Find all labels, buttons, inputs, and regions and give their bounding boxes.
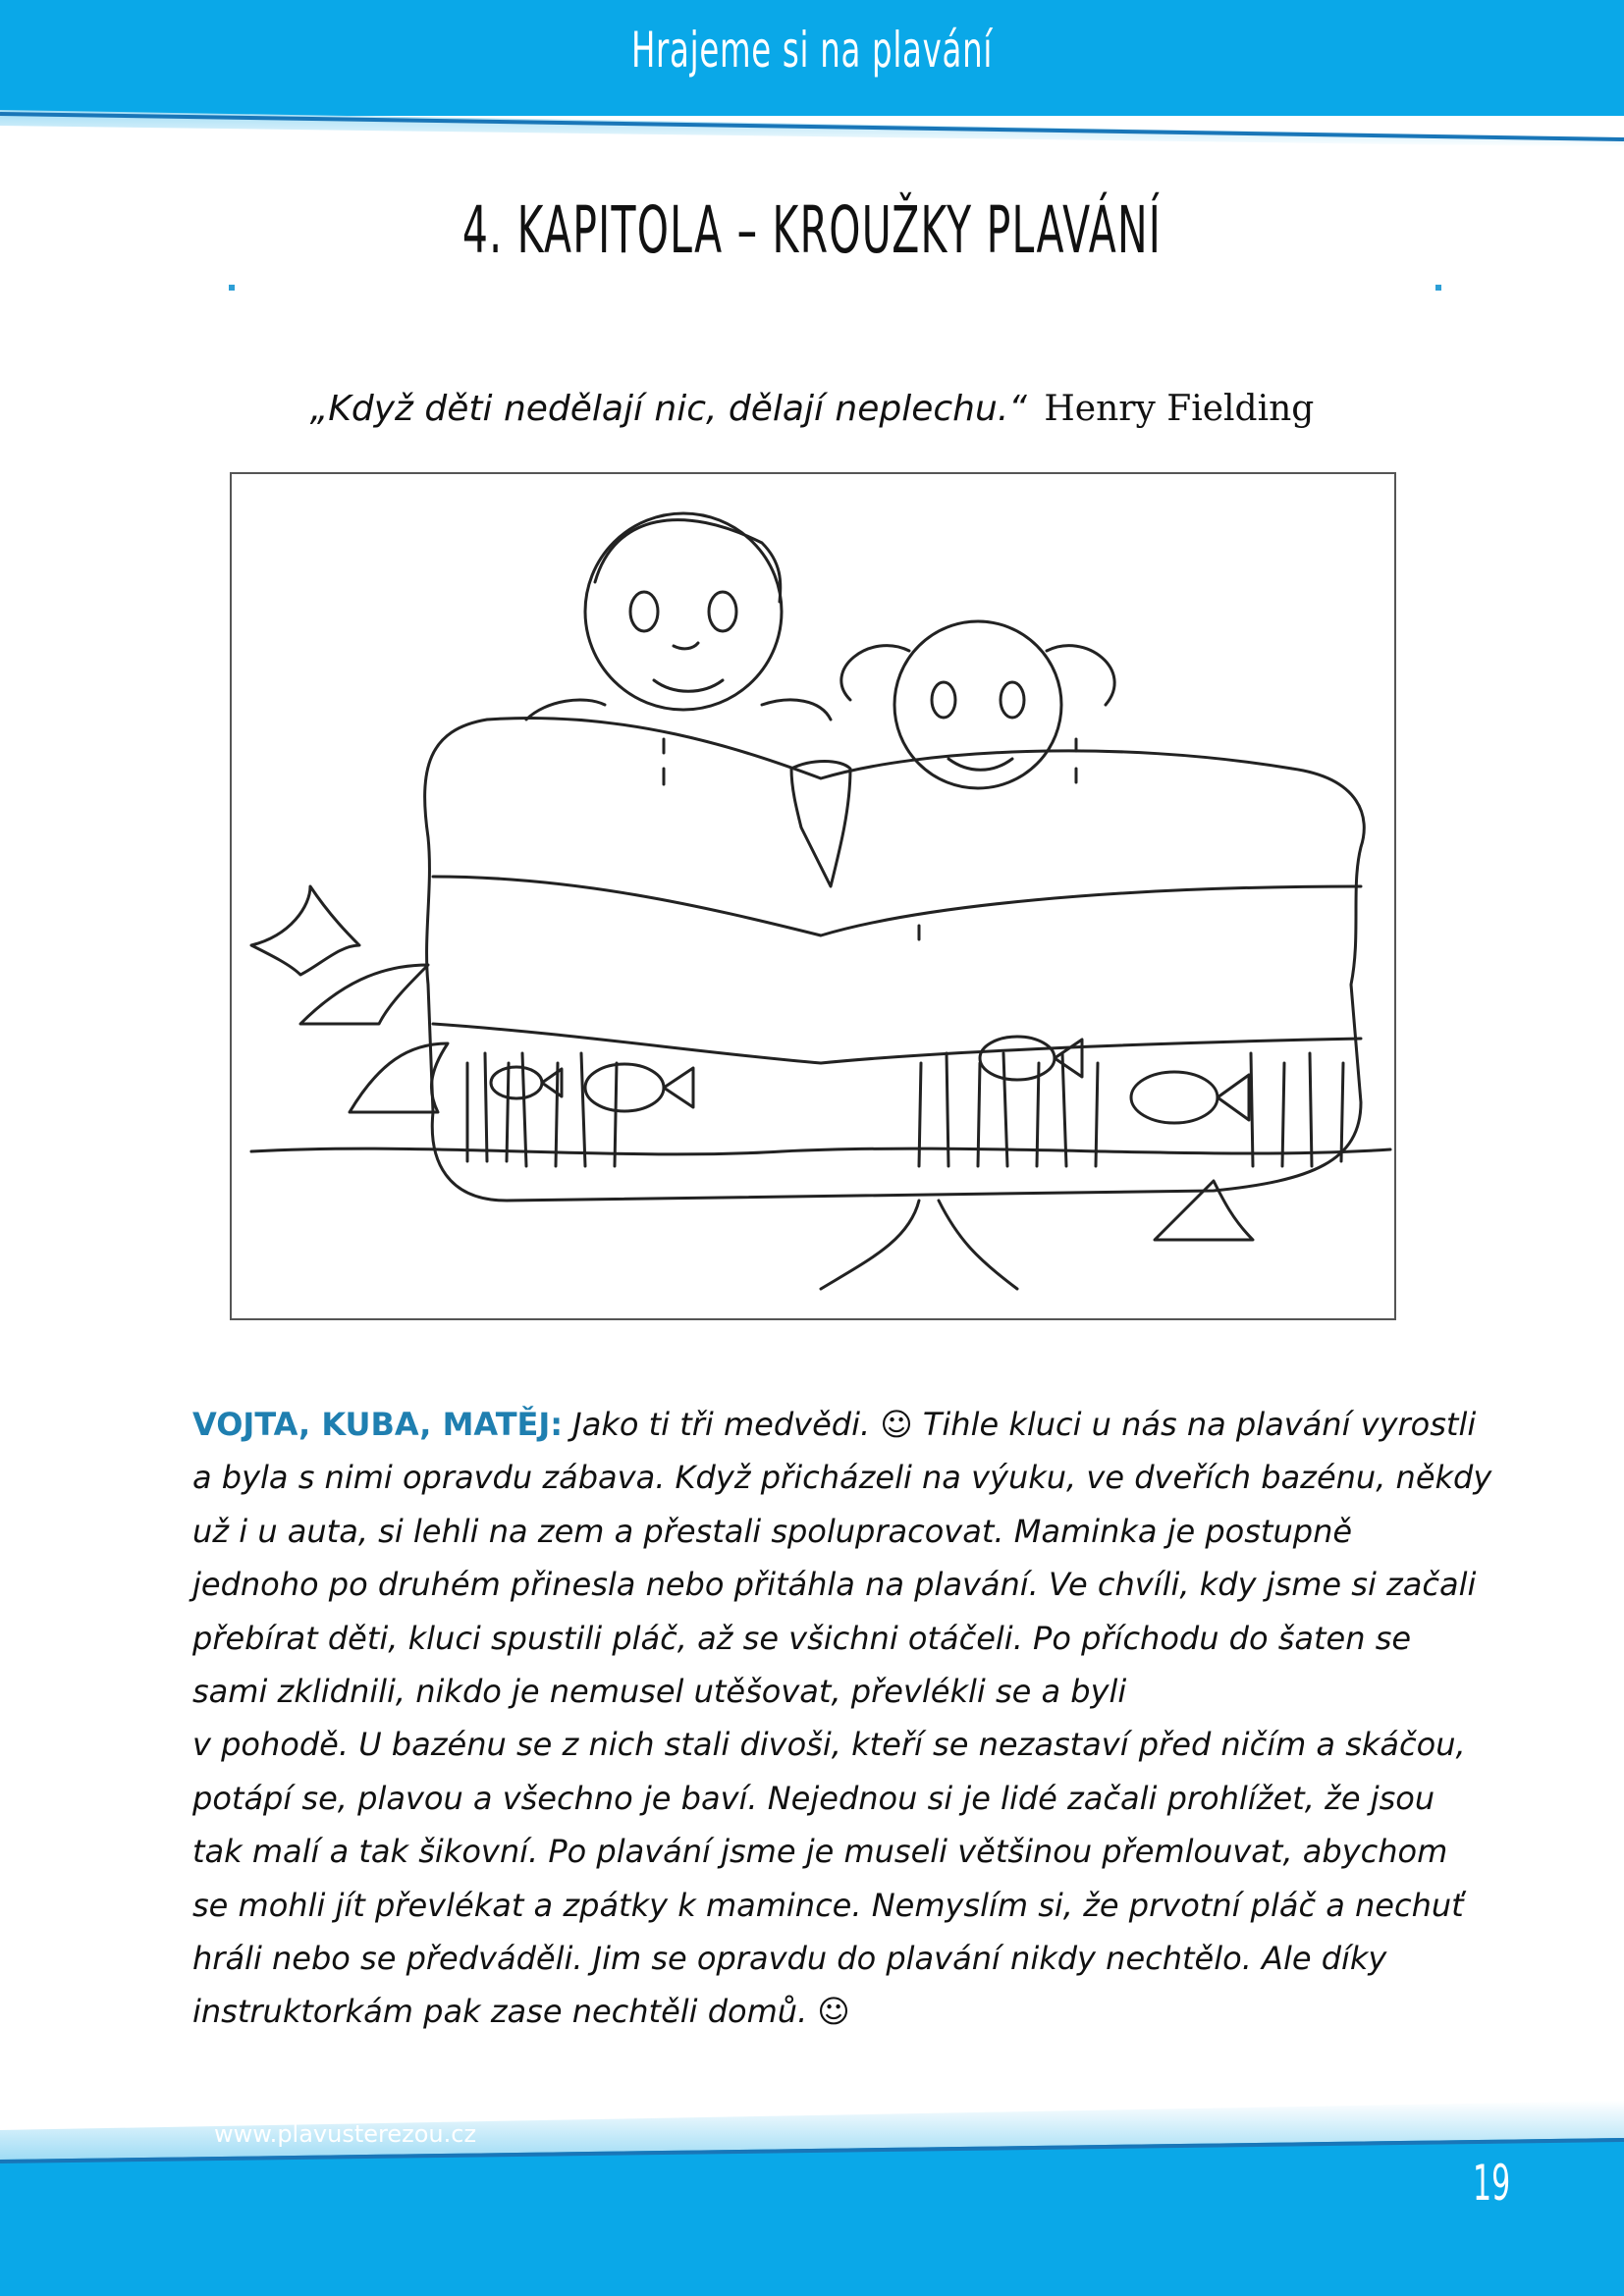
- decorative-dot-left: [229, 285, 235, 291]
- story-line: instruktorkám pak zase nechtěli domů. ☺: [192, 1993, 850, 2031]
- story-line: přebírat děti, kluci spustili pláč, až se všichni otáčeli. Po příchodu do šaten se: [192, 1619, 1412, 1657]
- page-number: 19: [1473, 2155, 1511, 2212]
- story-text: [192, 1398, 1492, 2039]
- footer-website-link[interactable]: www.plavusterezou.cz: [214, 2120, 477, 2148]
- story-line: se mohli jít převlékat a zpátky k mamince. Nemyslím si, že prvotní pláč a nechuť: [192, 1886, 1464, 1924]
- story-line: a byla s nimi opravdu zábava. Když přicházeli na výuku, ve dveřích bazénu, někdy: [192, 1459, 1492, 1497]
- story-line: tak malí a tak šikovní. Po plavání jsme je museli většinou přemlouvat, abychom: [192, 1833, 1448, 1871]
- story-first-line-rest: Jako ti tři medvědi. ☺ Tihle kluci u nás na plavání vyrostli: [563, 1406, 1477, 1443]
- story-line: potápí se, plavou a všechno je baví. Nejednou si je lidé začali prohlížet, že jsou: [192, 1779, 1435, 1817]
- story-names: VOJTA, KUBA, MATĚJ:: [192, 1406, 564, 1443]
- chapter-title: 4. KAPITOLA – KROUŽKY PLAVÁNÍ: [461, 192, 1163, 268]
- story-line: hráli nebo se předváděli. Jim se opravdu do plavání nikdy nechtělo. Ale díky: [192, 1940, 1387, 1978]
- epigraph-quote: [0, 389, 1624, 429]
- story-line: sami zklidnili, nikdo je nemusel utěšovat, převlékli se a byli: [192, 1673, 1127, 1711]
- decorative-dot-right: [1435, 285, 1441, 291]
- quote-author: Henry Fielding: [1044, 389, 1315, 429]
- header-band: [0, 0, 1624, 147]
- story-line: jednoho po druhém přinesla nebo přitáhla na plavání. Ve chvíli, kdy jsme si začali: [192, 1566, 1477, 1604]
- story-line: už i u auta, si lehli na zem a přestali spolupracovat. Maminka je postupně: [192, 1512, 1353, 1550]
- quote-text: „Když děti nedělají nic, dělají neplechu.“: [309, 389, 1027, 429]
- header-title: Hrajeme si na plavání: [630, 22, 994, 79]
- pool-illustration: [230, 472, 1396, 1320]
- story-first-line: [192, 1398, 1477, 1451]
- story-line: v pohodě. U bazénu se z nich stali divoši, kteří se nezastaví před ničím a skáčou,: [192, 1726, 1466, 1764]
